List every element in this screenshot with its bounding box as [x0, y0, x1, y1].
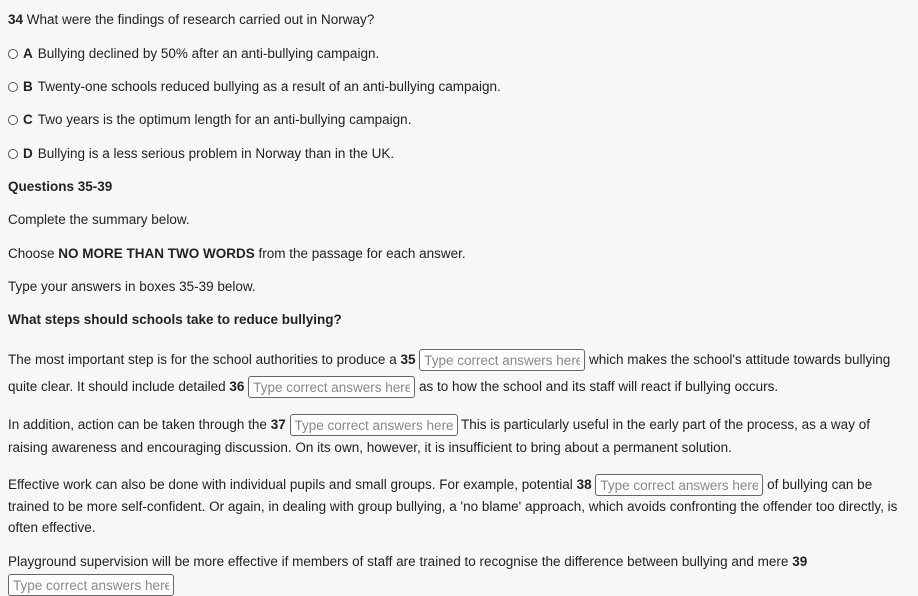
summary-paragraph-2: [8, 413, 910, 459]
summary-paragraph-4: [8, 550, 910, 596]
instruction-text: Choose: [8, 246, 59, 261]
gap-number-36: 36: [229, 379, 245, 394]
gap-number-39: 39: [792, 554, 808, 569]
gap-number-38: 38: [576, 477, 592, 492]
paragraph-text: The most important step is for the school authorities to produce a: [8, 352, 401, 367]
answer-input-37[interactable]: [290, 414, 458, 436]
section-heading-text: Questions 35-39: [8, 179, 113, 194]
gap-number-37: 37: [270, 417, 286, 432]
option-b[interactable]: [8, 79, 501, 94]
option-c[interactable]: [8, 112, 411, 127]
paragraph-text: which makes the school's attitude towards bullying quite clear. It should include detailed: [8, 352, 891, 394]
paragraph-text: This is particularly useful in the early part of the process, as a way of raising awareness and encouraging discussion. On its own, however, it is insufficient to bring about a permanent solution.: [8, 417, 870, 456]
paragraph-text: of bullying can be trained to be more self-confident. Or again, in dealing with group bullying, a 'no blame' approach, which avoids confronting the offender too directly, is often effective.: [8, 477, 898, 536]
paragraph-text: In addition, action can be taken through the: [8, 417, 271, 432]
option-text: Bullying declined by 50% after an anti-bullying campaign.: [37, 46, 380, 61]
gap-number-35: 35: [400, 352, 416, 367]
question-number: 34: [8, 12, 24, 27]
radio-button[interactable]: [8, 49, 18, 59]
option-text: Twenty-one schools reduced bullying as a result of an anti-bullying campaign.: [37, 79, 501, 94]
answer-input-38[interactable]: [595, 474, 763, 496]
paragraph-text: Playground supervision will be more effective if members of staff are trained to recognise the difference between bullying and mere: [8, 554, 793, 569]
answer-input-35[interactable]: [419, 349, 585, 371]
paragraph-text: Effective work can also be done with individual pupils and small groups. For example, potential: [8, 477, 577, 492]
instruction-choose: [8, 246, 466, 261]
summary-title-text: What steps should schools take to reduce bullying?: [8, 312, 342, 327]
option-letter: A: [23, 46, 33, 61]
radio-button[interactable]: [8, 115, 18, 125]
instruction-text: from the passage for each answer.: [254, 246, 466, 261]
option-d[interactable]: [8, 146, 394, 161]
option-text: Bullying is a less serious problem in Norway than in the UK.: [37, 146, 395, 161]
instruction-complete: Complete the summary below.: [8, 212, 190, 227]
option-letter: B: [23, 79, 33, 94]
question-34: [8, 12, 374, 27]
summary-paragraph-1: [8, 346, 910, 400]
summary-title: [8, 312, 342, 327]
section-heading: [8, 179, 112, 194]
instruction-emphasis: NO MORE THAN TWO WORDS: [58, 246, 255, 261]
option-letter: C: [23, 112, 33, 127]
option-a[interactable]: [8, 46, 379, 61]
radio-button[interactable]: [8, 82, 18, 92]
answer-input-39[interactable]: [8, 574, 174, 596]
radio-button[interactable]: [8, 149, 18, 159]
question-text: What were the findings of research carried out in Norway?: [26, 12, 375, 27]
option-letter: D: [23, 146, 33, 161]
summary-paragraph-3: [8, 474, 910, 538]
paragraph-text: as to how the school and its staff will react if bullying occurs.: [418, 379, 779, 394]
answer-input-36[interactable]: [248, 376, 415, 398]
option-text: Two years is the optimum length for an anti-bullying campaign.: [37, 112, 412, 127]
instruction-type: Type your answers in boxes 35-39 below.: [8, 279, 256, 294]
